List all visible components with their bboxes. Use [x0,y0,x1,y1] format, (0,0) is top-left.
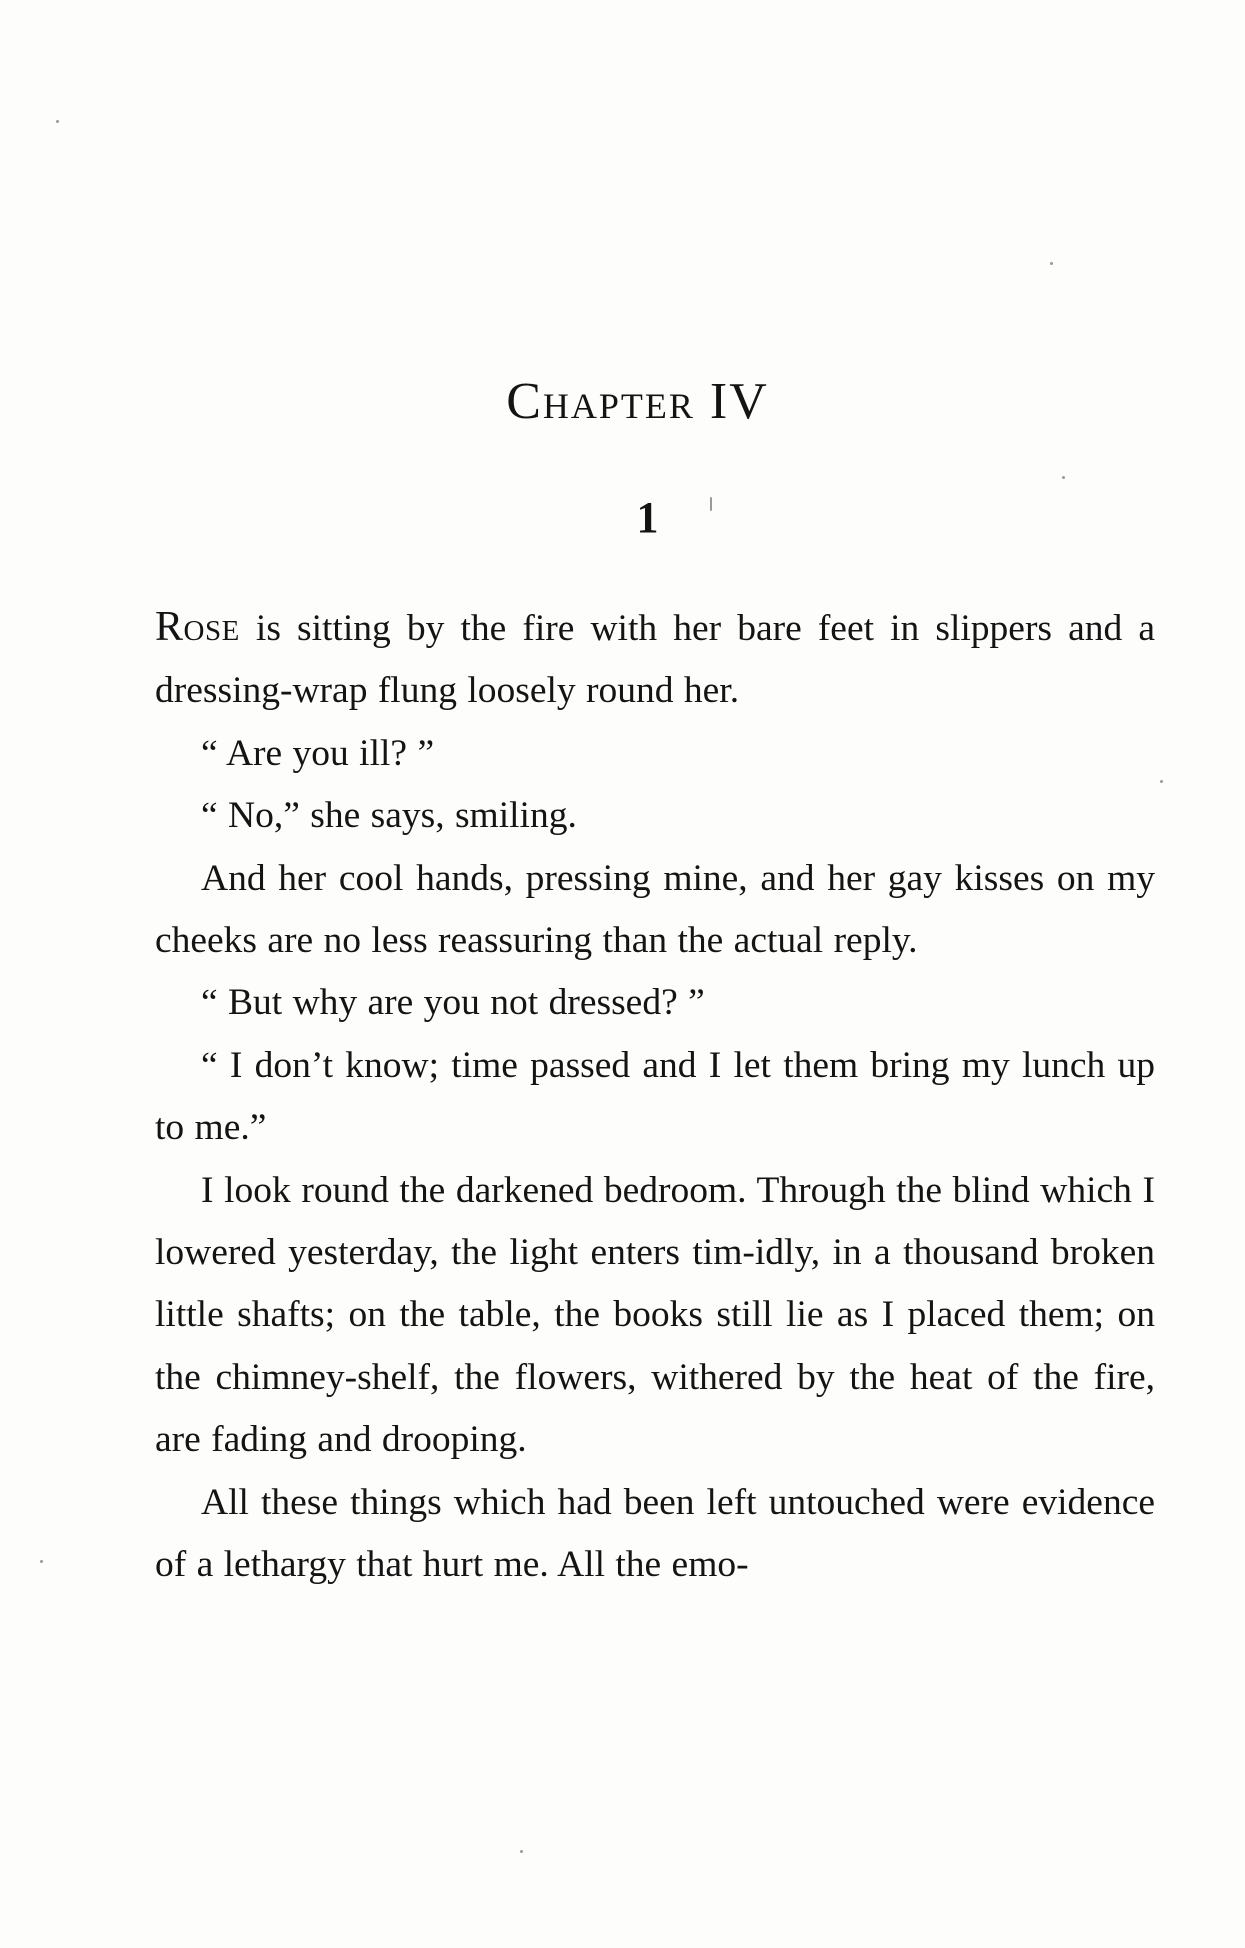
paragraph [155,1472,1155,1597]
paper-speck [1062,476,1065,479]
paragraph [155,848,1155,973]
paragraph-text: “ But why are you not dressed? ” [201,982,705,1024]
paragraph [155,723,1155,785]
paragraph-text: All these things which had been left untouched were evidence of a lethargy that hurt me. All the emo- [155,1481,1155,1586]
paragraph-lead-word: Rose [155,604,240,650]
paper-speck [40,1560,43,1563]
paper-speck [56,120,59,123]
paper-speck [1160,780,1163,783]
section-number: 1 [636,493,659,542]
paragraph-text: “ No,” she says, smiling. [201,795,577,837]
paragraph-text: I look round the darkened bedroom. Through the blind which I lowered yesterday, the light enters tim-idly, in a thousand broken little shafts; on the table, the books still lie as I placed them; on the chimney-shelf, the flowers, withered by the heat of the fire, are fading and drooping. [155,1169,1155,1461]
paragraph [155,1160,1155,1472]
paragraph-text: And her cool hands, pressing mine, and her gay kisses on my cheeks are no less reassuring than the actual reply. [155,857,1155,962]
chapter-heading: Chapter IV [506,373,769,430]
paragraph [155,785,1155,847]
chapter-body [155,596,1155,1597]
paper-speck [520,1850,523,1853]
paragraph [155,972,1155,1034]
paper-speck [1050,262,1053,265]
paragraph-text: is sitting by the fire with her bare feet in slippers and a dressing-wrap flung loosely round her. [155,608,1155,712]
paragraph-text: “ I don’t know; time passed and I let them bring my lunch up to me.” [155,1044,1155,1149]
paragraph-text: “ Are you ill? ” [201,732,435,774]
paragraph [155,1035,1155,1160]
paragraph [155,596,1155,723]
